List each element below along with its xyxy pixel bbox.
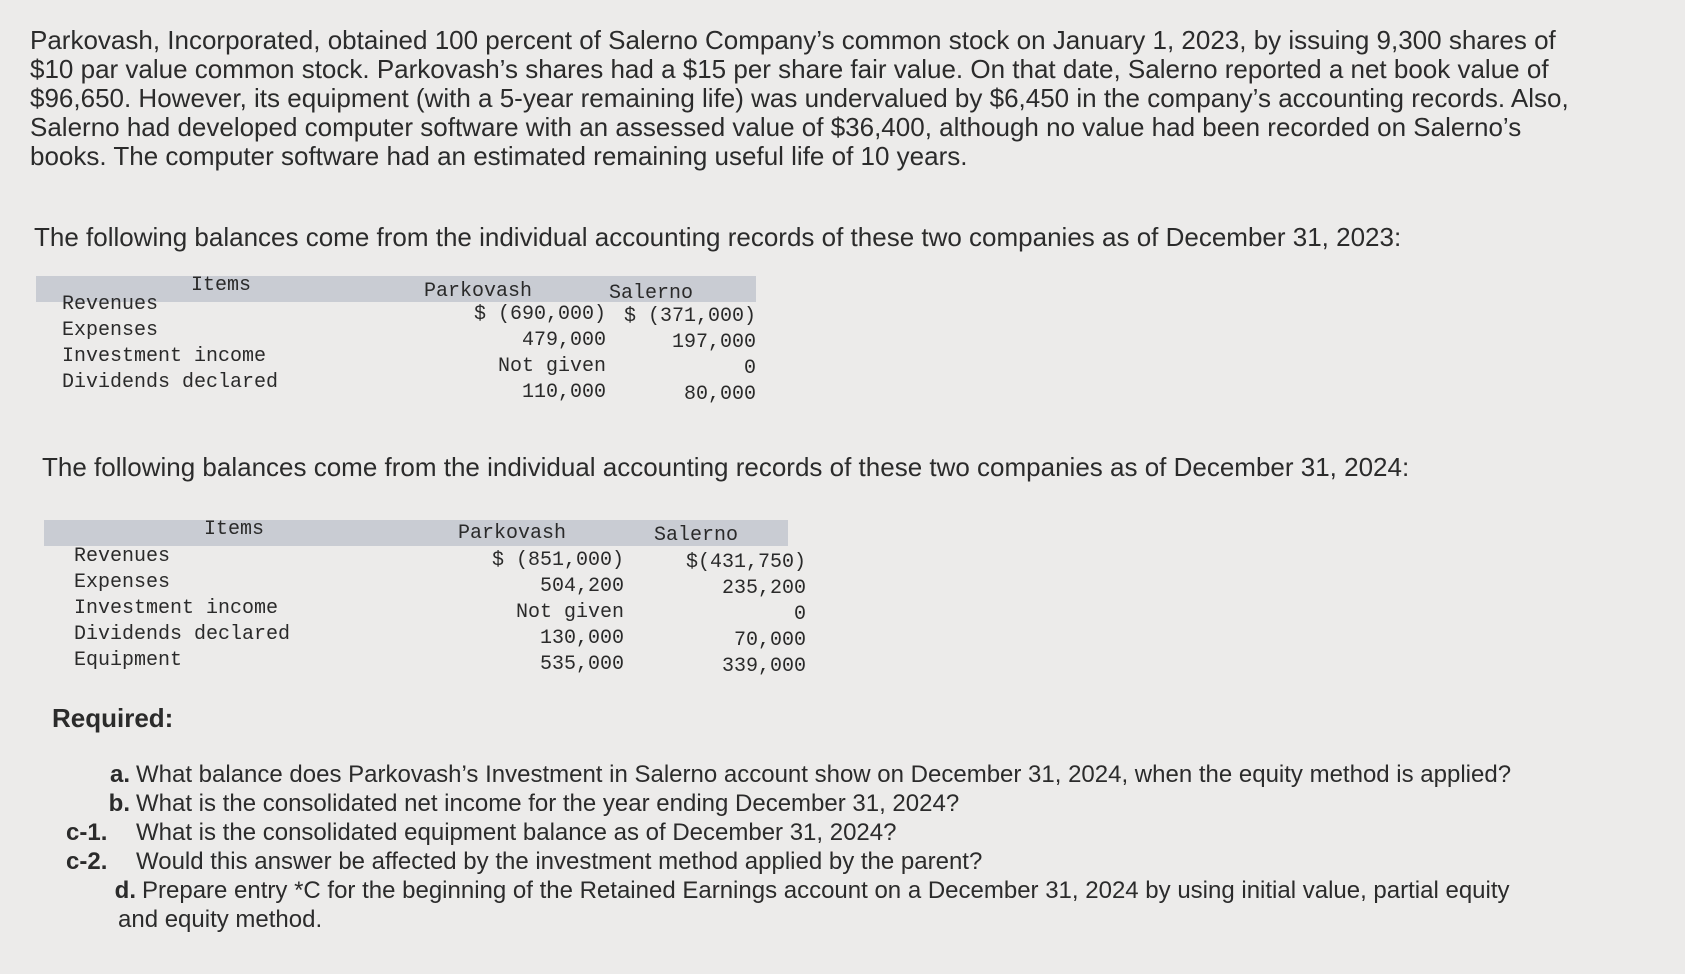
- header-salerno: Salerno: [654, 524, 739, 547]
- row-labels: [74, 544, 290, 674]
- table-row-label: Expenses: [62, 319, 159, 342]
- table-row-label: Revenues: [62, 293, 159, 316]
- problem-intro: [30, 26, 1630, 171]
- list-item: [60, 760, 1511, 789]
- table-row-label: Expenses: [74, 571, 171, 594]
- table-cell: 504,200: [539, 575, 624, 598]
- table-cell: 110,000: [521, 381, 606, 404]
- header-parkovash: Parkovash: [424, 280, 533, 303]
- parkovash-column: [444, 548, 624, 678]
- item-text: What is the consolidated net income for the year ending December 31, 2024?: [136, 790, 960, 817]
- item-tag: a.: [109, 761, 130, 788]
- list-item: [60, 818, 1511, 847]
- table-cell: 339,000: [721, 655, 806, 678]
- item-text: Prepare entry *C for the beginning of the Retained Earnings account on a December 31, 2024 by using initial value, partial equity: [142, 877, 1510, 904]
- item-tag: c-1.: [66, 819, 108, 846]
- table-row-label: Revenues: [74, 545, 171, 568]
- table-cell: $ (851,000): [491, 549, 624, 572]
- intro-line: Salerno had developed computer software with an assessed value of $36,400, although no value had been recorded on Salerno’s: [30, 112, 1522, 142]
- parkovash-column: [416, 302, 606, 406]
- table-cell: $ (690,000): [473, 303, 606, 326]
- item-text: and equity method.: [118, 906, 323, 933]
- table-cell: 130,000: [539, 627, 624, 650]
- list-item: [60, 847, 1511, 876]
- intro-line: books. The computer software had an estimated remaining useful life of 10 years.: [30, 141, 968, 171]
- table-cell: $ (371,000): [623, 305, 756, 328]
- balances-table-2023: [36, 268, 756, 408]
- table-cell: 197,000: [671, 331, 756, 354]
- item-tag: c-2.: [66, 848, 108, 875]
- header-parkovash: Parkovash: [458, 522, 567, 545]
- item-text: Would this answer be affected by the investment method applied by the parent?: [136, 848, 983, 875]
- table-row-label: Investment income: [74, 597, 279, 620]
- row-labels: [62, 292, 278, 396]
- header-items: Items: [204, 518, 265, 541]
- table-cell: 70,000: [733, 629, 806, 652]
- salerno-column: [596, 304, 756, 408]
- salerno-column: [634, 550, 806, 680]
- table-row-label: Investment income: [62, 345, 267, 368]
- table-row-label: Dividends declared: [74, 623, 291, 646]
- table-cell: 80,000: [683, 383, 756, 406]
- item-tag: d.: [114, 877, 136, 904]
- item-text: What balance does Parkovash’s Investment in Salerno account show on December 31, 2024, when the equity method is applied?: [136, 761, 1512, 788]
- requirements-list: [60, 760, 1511, 934]
- table-row-label: Dividends declared: [62, 371, 279, 394]
- table-cell: 535,000: [539, 653, 624, 676]
- intro-line: $10 par value common stock. Parkovash’s shares had a $15 per share fair value. On that date, Salerno reported a net book value of: [30, 54, 1549, 84]
- header-salerno: Salerno: [609, 282, 694, 305]
- heading-2024: The following balances come from the individual accounting records of these two companies as of December 31, 2024:: [42, 452, 1410, 482]
- list-item-continuation: [60, 905, 1511, 934]
- list-item: [60, 789, 1511, 818]
- table-row-label: Equipment: [74, 649, 183, 672]
- intro-line: Parkovash, Incorporated, obtained 100 percent of Salerno Company’s common stock on January 1, 2023, by issuing 9,300 shares of: [30, 25, 1556, 55]
- balances-table-2024: [44, 510, 806, 680]
- table-cell: 0: [743, 357, 756, 380]
- table-cell: Not given: [515, 601, 624, 624]
- table-cell: 0: [793, 603, 806, 626]
- header-items: Items: [191, 274, 252, 297]
- heading-2023: The following balances come from the individual accounting records of these two companies as of December 31, 2023:: [34, 222, 1402, 252]
- required-title: Required:: [52, 703, 174, 733]
- list-item: [60, 876, 1511, 905]
- table-cell: $(431,750): [685, 551, 806, 574]
- item-text: What is the consolidated equipment balance as of December 31, 2024?: [136, 819, 897, 846]
- table-cell: 235,200: [721, 577, 806, 600]
- intro-line: $96,650. However, its equipment (with a 5-year remaining life) was undervalued by $6,450 in the company’s accounting records. Also,: [30, 83, 1569, 113]
- table-cell: 479,000: [521, 329, 606, 352]
- item-tag: b.: [108, 790, 130, 817]
- table-cell: Not given: [497, 355, 606, 378]
